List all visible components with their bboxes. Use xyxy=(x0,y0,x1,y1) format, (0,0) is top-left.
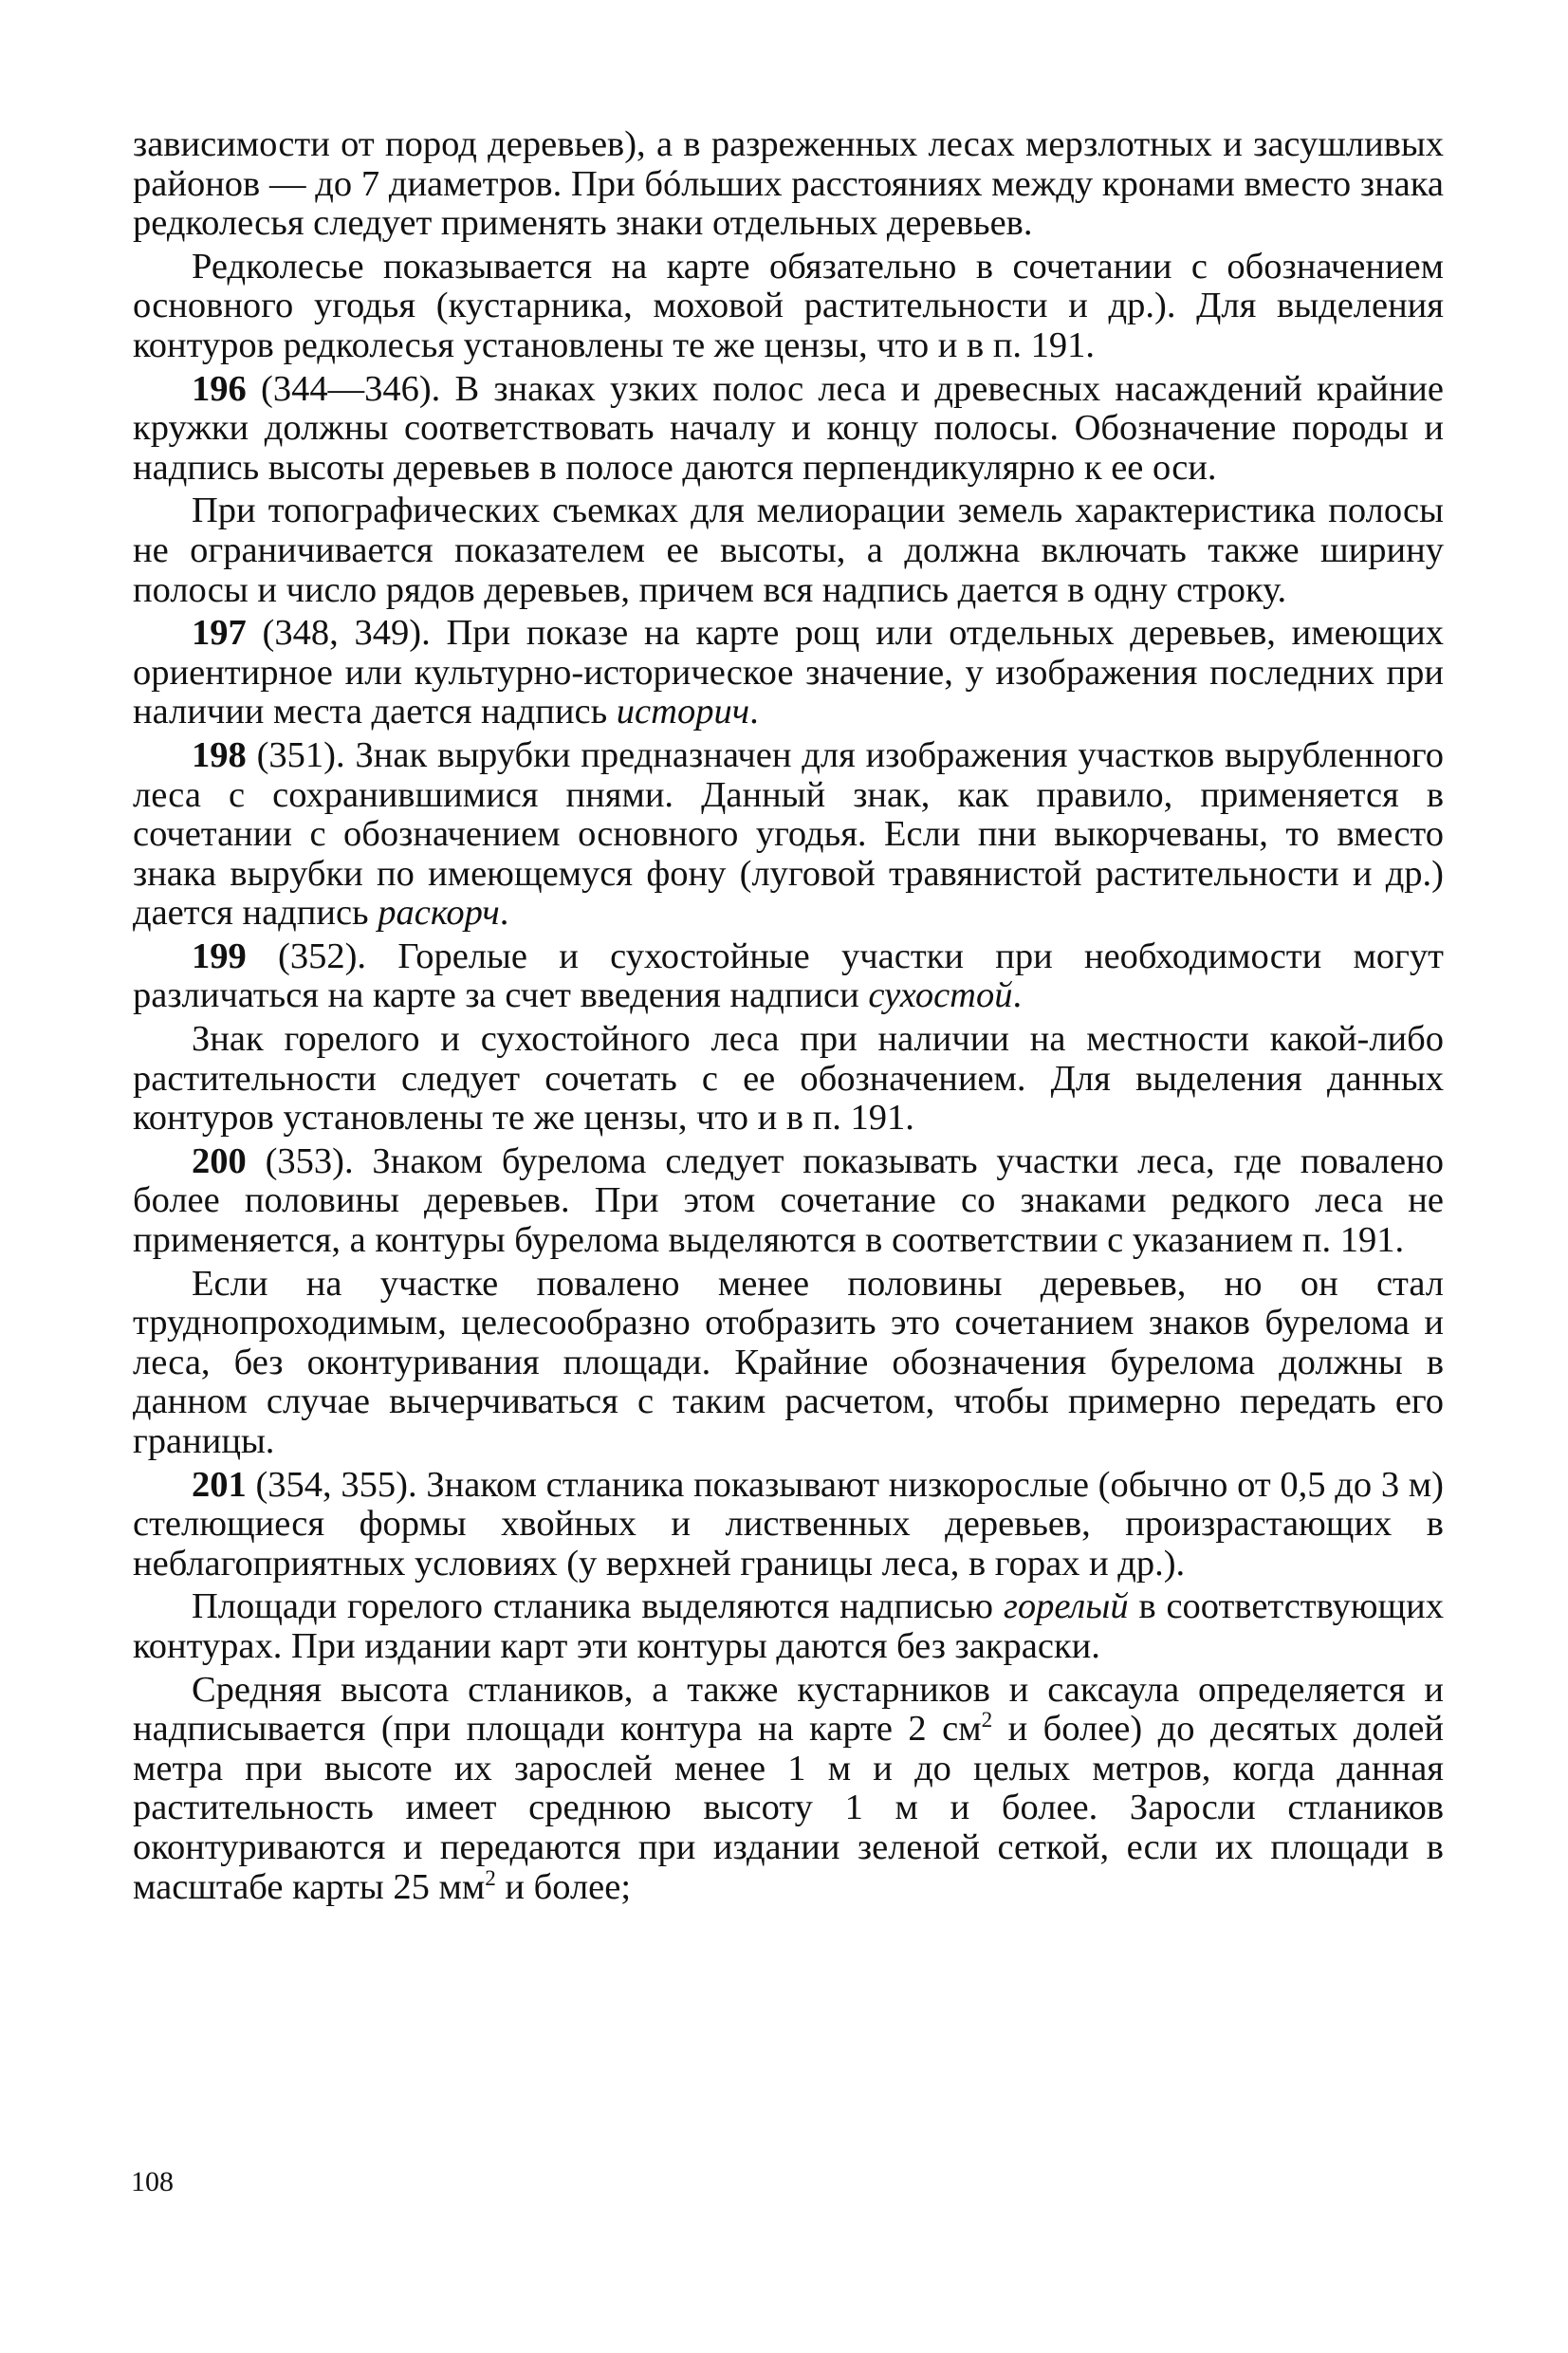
paragraph-199: 199 (352). Горелые и сухостойные участки при необходимости могут различаться на карте за счет введения надписи сухостой. xyxy=(133,936,1444,1016)
page-number: 108 xyxy=(131,2166,174,2197)
section-number: 200 xyxy=(192,1140,247,1181)
paragraph-196: 196 (344—346). В знаках узких полос леса и древесных насаждений крайние кружки должны соответствовать началу и концу полосы. Обозначение породы и надпись высоты деревьев в полосе даются перпендикулярно к ее оси. xyxy=(133,368,1444,488)
superscript: 2 xyxy=(981,1707,993,1732)
section-number: 197 xyxy=(192,613,247,654)
italic-term: историч xyxy=(616,692,750,732)
paragraph-7: Знак горелого и сухостойного леса при наличии на местности какой-либо растительности следует сочетать с ее обозначением. Для выделения данных контуров установлены те же цензы, что и в п. 191. xyxy=(133,1019,1444,1139)
paragraph-11: Площади горелого стланика выделяются надписью горелый в соответствующих контурах. При издании карт эти контуры даются без закраски. xyxy=(133,1586,1444,1666)
paragraph-12: Средняя высота стлаников, а также кустарников и саксаула определяется и надписывается (при площади контура на карте 2 $см^2$ и более) до десятых долей метра при высоте их зарослей менее 1 м и до целых метров, когда данная растительность имеет среднюю высоту 1 м и более. Заросли стлаников оконтуриваются и передаются при издании зеленой сеткой, если их площади в масштабе карты 25 $мм^2$ и более; xyxy=(133,1669,1444,1907)
section-number: 198 xyxy=(192,734,247,775)
section-number: 201 xyxy=(192,1464,247,1505)
paragraph-0: зависимости от пород деревьев), а в разреженных лесах мерзлотных и засушливых районов — до 7 диаметров. При бóльших расстояниях между кронами вместо знака редколесья следует применять знаки отдельных деревьев. xyxy=(133,124,1444,244)
paragraph-1: Редколесье показывается на карте обязательно в сочетании с обозначением основного угодья (кустарника, моховой растительности и др.). Для выделения контуров редколесья установлены те же цензы, что и в п. 191. xyxy=(133,246,1444,365)
section-number: 199 xyxy=(192,936,247,976)
italic-term: раскорч xyxy=(378,893,500,934)
superscript: 2 xyxy=(485,1864,496,1890)
paragraph-3: При топографических съемках для мелиорации земель характеристика полосы не ограничивается показателем ее высоты, а должна включать также ширину полосы и число рядов деревьев, причем вся надпись дается в одну строку. xyxy=(133,491,1444,610)
paragraph-200: 200 (353). Знаком бурелома следует показывать участки леса, где повалено более половины деревьев. При этом сочетание со знаками редкого леса не применяется, а контуры бурелома выделяются в соответствии с указанием п. 191. xyxy=(133,1140,1444,1261)
page-text-body xyxy=(133,125,1444,1911)
section-number: 196 xyxy=(192,368,247,409)
paragraph-197: 197 (348, 349). При показе на карте рощ или отдельных деревьев, имеющих ориентирное или культурно-историческое значение, у изображения последних при наличии места дается надпись историч. xyxy=(133,613,1444,732)
paragraph-201: 201 (354, 355). Знаком стланика показывают низкорослые (обычно от 0,5 до 3 м) стелющиеся формы хвойных и лиственных деревьев, произрастающих в неблагоприятных условиях (у верхней границы леса, в горах и др.). xyxy=(133,1464,1444,1584)
paragraph-9: Если на участке повалено менее половины деревьев, но он стал труднопроходимым, целесообразно отобразить это сочетанием знаков бурелома и леса, без оконтуривания площади. Крайние обозначения бурелома должны в данном случае вычерчиваться с таким расчетом, чтобы примерно передать его границы. xyxy=(133,1263,1444,1461)
italic-term: сухостой xyxy=(868,975,1013,1016)
italic-term: горелый xyxy=(1003,1586,1129,1627)
paragraph-198: 198 (351). Знак вырубки предназначен для изображения участков вырубленного леса с сохранившимися пнями. Данный знак, как правило, применяется в сочетании с обозначением основного угодья. Если пни выкорчеваны, то вместо знака вырубки по имеющемуся фону (луговой травянистой растительности и др.) дается надпись раскорч. xyxy=(133,734,1444,934)
